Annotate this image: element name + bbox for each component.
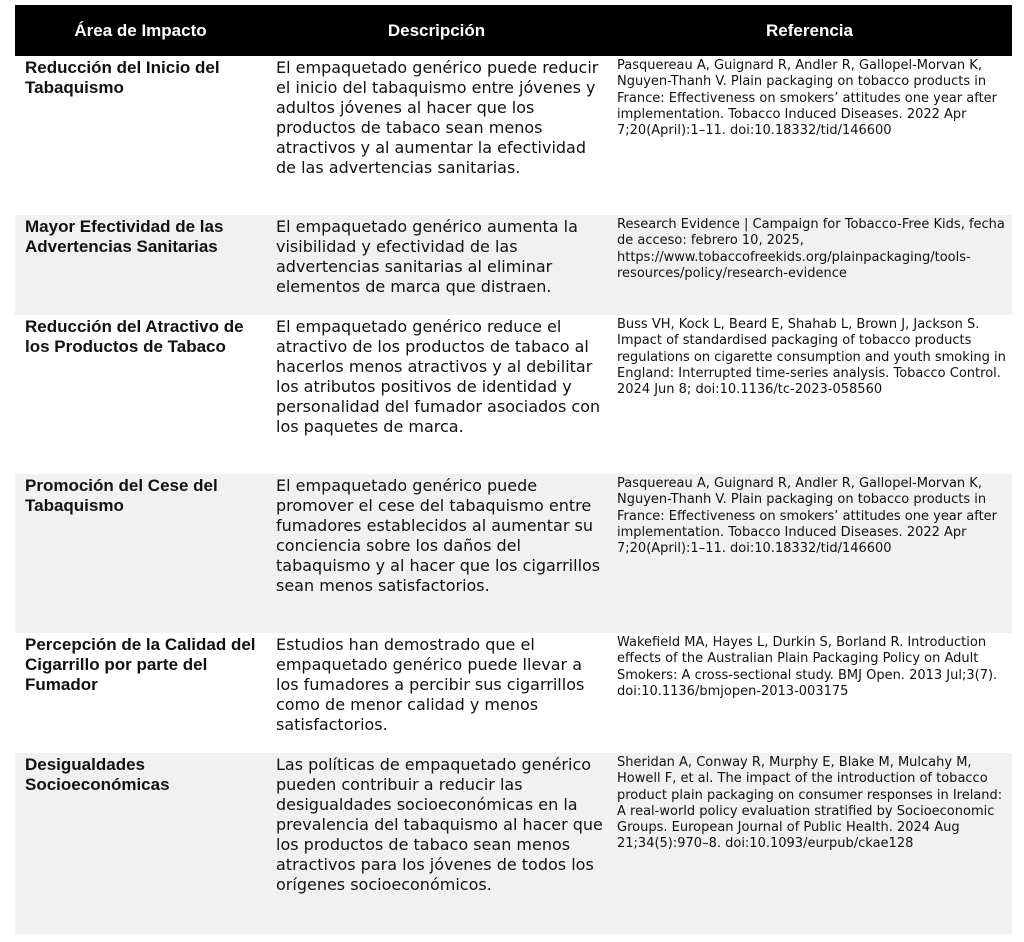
table-row [15,474,1012,633]
area-cell: Percepción de la Calidad del Cigarrillo por parte del Fumador [25,635,256,694]
table-row [15,753,1012,934]
description-cell: El empaquetado genérico reduce el atractivo de los productos de tabaco al hacerlos menos atractivos y al debilitar los atributos positivos de identidad y personalidad del fumador asociados con los paquetes de marca. [276,317,601,436]
table-row [15,56,1012,215]
description-cell: Estudios han demostrado que el empaquetado genérico puede llevar a los fumadores a percibir sus cigarrillos como de menor calidad y menos satisfactorios. [276,635,585,734]
description-cell: Las políticas de empaquetado genérico pueden contribuir a reducir las desigualdades socioeconómicas en la prevalencia del tabaquismo al hacer que los productos de tabaco sean menos atractivos para los jóvenes de todos los orígenes socioeconómicos. [266,753,607,934]
reference-cell: Buss VH, Kock L, Beard E, Shahab L, Brown J, Jackson S. Impact of standardised packaging of tobacco products regulations on cigarette consumption and youth smoking in England: Interrupted time-series analysis. Tobacco Control. 2024 Jun 8; doi:10.1136/tc-2023-058560 [617,317,1006,398]
table-row [15,315,1012,474]
description-cell: El empaquetado genérico aumenta la visibilidad y efectividad de las advertencias sanitarias al eliminar elementos de marca que distraen. [266,215,607,315]
area-cell: Promoción del Cese del Tabaquismo [15,474,266,633]
table-row [15,633,1012,753]
table-header [15,5,1012,56]
table-row [15,215,1012,315]
area-cell: Mayor Efectividad de las Advertencias Sanitarias [15,215,266,315]
table-body [15,56,1012,934]
reference-cell: Wakefield MA, Hayes L, Durkin S, Borland R. Introduction effects of the Australian Plain Packaging Policy on Adult Smokers: A cross-sectional study. BMJ Open. 2013 Jul;3(7). doi:10.1136/bmjopen-2013-003175 [617,635,998,699]
area-cell: Reducción del Inicio del Tabaquismo [25,58,220,97]
impact-table-container [15,5,1012,934]
header-row [15,5,1012,56]
area-cell: Reducción del Atractivo de los Productos de Tabaco [25,317,244,356]
impact-table [15,5,1012,934]
reference-cell: Research Evidence | Campaign for Tobacco-Free Kids, fecha de acceso: febrero 10, 2025, https://www.tobaccofreekids.org/plainpackaging/tools-resources/policy/research-evidence [607,215,1012,315]
description-cell: El empaquetado genérico puede reducir el inicio del tabaquismo entre jóvenes y adultos jóvenes al hacer que los productos de tabaco sean menos atractivos y al aumentar la efectividad de las advertencias sanitarias. [276,58,599,177]
reference-cell: Sheridan A, Conway R, Murphy E, Blake M, Mulcahy M, Howell F, et al. The impact of the introduction of tobacco product plain packaging on consumer responses in Ireland: A real-world policy evaluation stratified by Socioeconomic Groups. European Journal of Public Health. 2024 Aug 21;34(5):970–8. doi:10.1093/eurpub/ckae128 [607,753,1012,934]
description-cell: El empaquetado genérico puede promover el cese del tabaquismo entre fumadores establecidos al aumentar su conciencia sobre los daños del tabaquismo y al hacer que los cigarrillos sean menos satisfactorios. [266,474,607,633]
header-area: Área de Impacto [15,5,266,56]
reference-cell: Pasquereau A, Guignard R, Andler R, Gallopel-Morvan K, Nguyen-Thanh V. Plain packaging on tobacco products in France: Effectiveness on smokers’ attitudes one year after implementation. Tobacco Induced Diseases. 2022 Apr 7;20(April):1–11. doi:10.18332/tid/146600 [607,474,1012,633]
reference-cell: Pasquereau A, Guignard R, Andler R, Gallopel-Morvan K, Nguyen-Thanh V. Plain packaging on tobacco products in France: Effectiveness on smokers’ attitudes one year after implementation. Tobacco Induced Diseases. 2022 Apr 7;20(April):1–11. doi:10.18332/tid/146600 [617,58,998,139]
area-cell: Desigualdades Socioeconómicas [15,753,266,934]
header-description: Descripción [266,5,607,56]
header-reference: Referencia [607,5,1012,56]
